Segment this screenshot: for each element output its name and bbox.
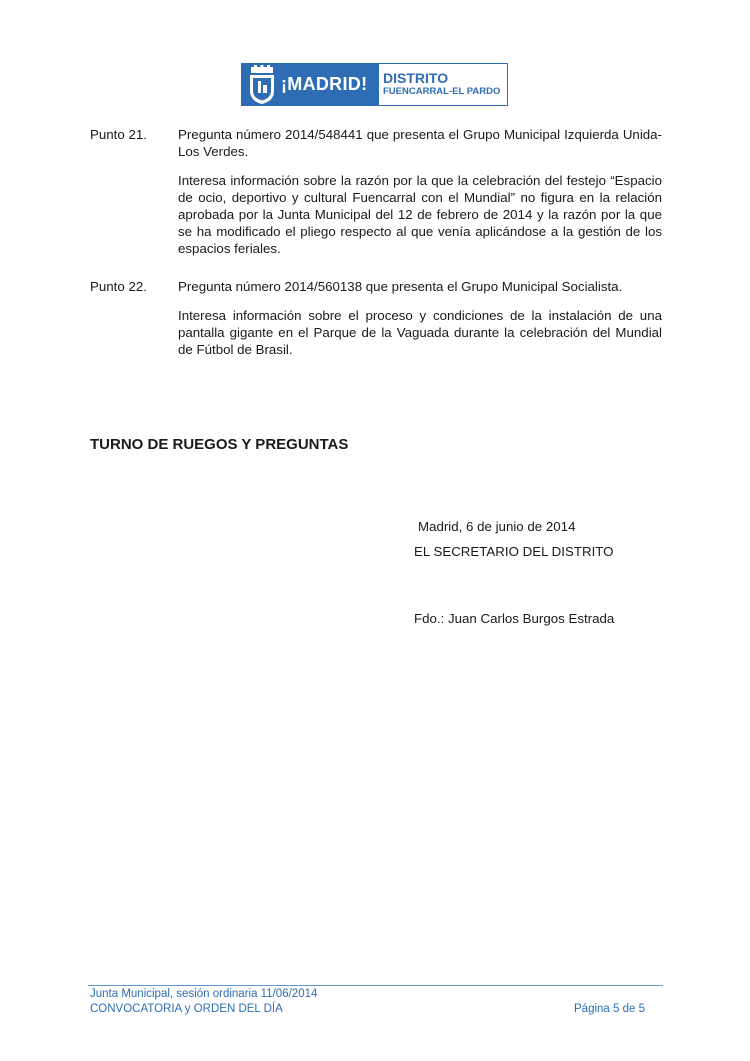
item-title: Pregunta número 2014/548441 que presenta el Grupo Municipal Izquierda Unida-Los Verdes. — [178, 127, 662, 159]
logo-district-block — [379, 64, 507, 105]
item-description: Interesa información sobre el proceso y condiciones de la instalación de una pantalla gigante en el Parque de la Vaguada durante la celebración del Mundial de Fútbol de Brasil. — [178, 308, 662, 357]
coat-of-arms-icon — [247, 65, 277, 105]
footer-page-number: Página 5 de 5 — [574, 1003, 645, 1015]
signature-name: Fdo.: Juan Carlos Burgos Estrada — [414, 611, 615, 626]
footer-divider — [88, 985, 663, 986]
item-description: Interesa información sobre la razón por la que la celebración del festejo “Espacio de ocio, deportivo y cultural Fuencarral con el Mundial” no figura en la relación aprobada por la Junta Municipal del 12 de febrero de 2014 y la razón por la que se ha modificado el pliego respecto al que venía aplicándose a la gestión de los espacios feriales. — [178, 173, 662, 256]
logo-brand-block — [242, 64, 379, 105]
signature-role: EL SECRETARIO DEL DISTRITO — [414, 544, 614, 559]
item-title: Pregunta número 2014/560138 que presenta el Grupo Municipal Socialista. — [178, 279, 623, 294]
signature-place-date: Madrid, 6 de junio de 2014 — [418, 519, 576, 534]
footer-document-title: CONVOCATORIA y ORDEN DEL DÍA — [90, 1003, 283, 1015]
item-number: Punto 22. — [90, 279, 147, 294]
logo-madrid-text: ¡MADRID! — [281, 74, 368, 94]
district-label: DISTRITO — [383, 70, 449, 86]
district-name: FUENCARRAL-EL PARDO — [383, 86, 501, 97]
madrid-district-logo — [241, 63, 508, 106]
footer-session: Junta Municipal, sesión ordinaria 11/06/2014 — [90, 988, 318, 1000]
item-content — [178, 126, 662, 257]
item-content — [178, 278, 662, 358]
section-heading: TURNO DE RUEGOS Y PREGUNTAS — [90, 436, 349, 453]
agenda-item-21 — [90, 126, 662, 269]
agenda-item-22 — [90, 278, 662, 370]
item-number: Punto 21. — [90, 127, 147, 142]
